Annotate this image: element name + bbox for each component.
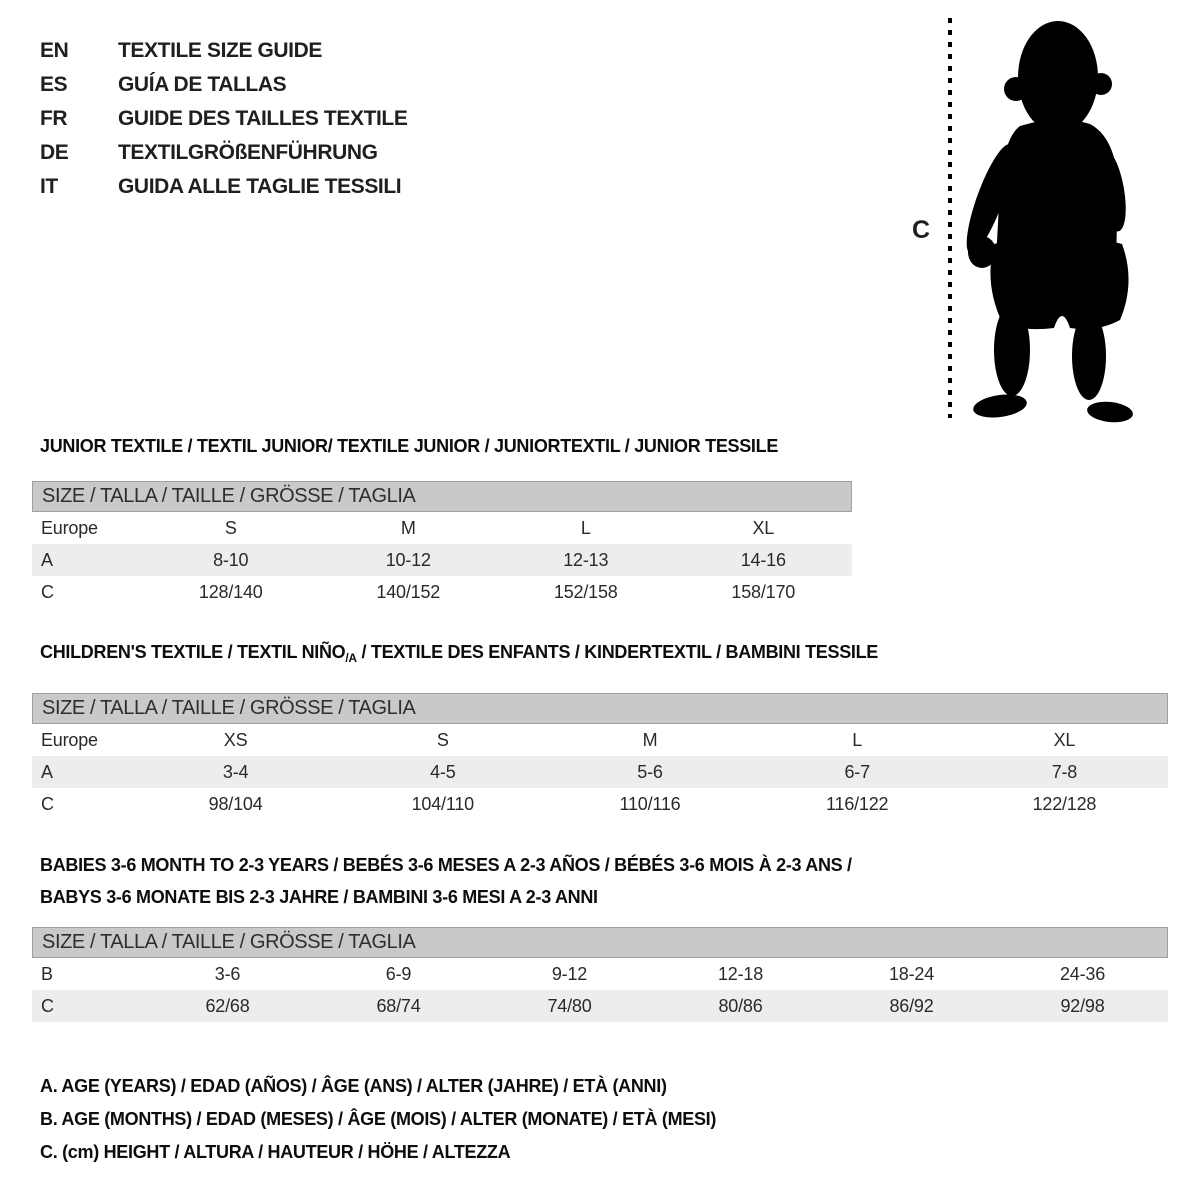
- age-cell: 6-7: [844, 761, 870, 782]
- language-row-fr: [40, 102, 407, 136]
- children-heading-subscript: /A: [345, 651, 357, 665]
- height-cell: 74/80: [547, 995, 592, 1016]
- size-cell: XL: [1053, 729, 1076, 750]
- table-row-age-years: [32, 544, 852, 576]
- guide-title-fr: GUIDE DES TAILLES TEXTILE: [118, 107, 408, 130]
- children-heading-text: CHILDREN'S TEXTILE / TEXTIL NIÑO: [40, 642, 346, 662]
- guide-title-es: GUÍA DE TALLAS: [118, 73, 287, 96]
- table-row-height-cm: [32, 576, 852, 608]
- height-measure-label: C: [912, 216, 931, 244]
- babies-section-heading: [40, 849, 852, 913]
- legend-age-months: B. AGE (MONTHS) / EDAD (MESES) / ÂGE (MOIS) / ALTER (MONATE) / ETÀ (MESI): [40, 1109, 717, 1129]
- guide-title-en: TEXTILE SIZE GUIDE: [118, 39, 322, 62]
- height-cell: 98/104: [208, 793, 263, 814]
- height-cell: 152/158: [553, 581, 618, 602]
- size-cell: L: [580, 517, 591, 538]
- row-label: Europe: [41, 517, 98, 538]
- height-cell: 86/92: [889, 995, 934, 1016]
- row-label: A: [41, 549, 53, 570]
- size-cell: S: [224, 517, 237, 538]
- table-row-height-cm: [32, 990, 1168, 1022]
- height-cell: 110/116: [619, 793, 681, 814]
- size-header-band: SIZE / TALLA / TAILLE / GRÖSSE / TAGLIA: [32, 481, 852, 512]
- table-row-age-years: [32, 756, 1168, 788]
- size-header-band: SIZE / TALLA / TAILLE / GRÖSSE / TAGLIA: [32, 927, 1168, 958]
- language-row-it: [40, 170, 407, 204]
- babies-size-table: [32, 927, 1168, 1022]
- height-cell: 68/74: [376, 995, 421, 1016]
- row-label: Europe: [41, 729, 98, 750]
- age-cell: 9-12: [551, 963, 588, 984]
- table-row-age-months: [32, 958, 1168, 990]
- age-cell: 7-8: [1051, 761, 1078, 782]
- toddler-silhouette-icon: [958, 14, 1150, 426]
- size-cell: S: [436, 729, 449, 750]
- age-cell: 18-24: [888, 963, 935, 984]
- junior-section-heading: JUNIOR TEXTILE / TEXTIL JUNIOR/ TEXTILE JUNIOR / JUNIORTEXTIL / JUNIOR TESSILE: [40, 436, 779, 456]
- babies-heading-line-1: BABIES 3-6 MONTH TO 2-3 YEARS / BEBÉS 3-6 MESES A 2-3 AÑOS / BÉBÉS 3-6 MOIS À 2-3 ANS /: [40, 855, 852, 875]
- size-header-band: SIZE / TALLA / TAILLE / GRÖSSE / TAGLIA: [32, 693, 1168, 724]
- height-measure-dashed-line: [946, 16, 954, 420]
- babies-heading-line-2: BABYS 3-6 MONATE BIS 2-3 JAHRE / BAMBINI 3-6 MESI A 2-3 ANNI: [40, 887, 598, 907]
- row-label: C: [41, 793, 54, 814]
- size-cell: L: [852, 729, 863, 750]
- size-cell: M: [642, 729, 658, 750]
- table-row-height-cm: [32, 788, 1168, 820]
- height-cell: 104/110: [411, 793, 474, 814]
- language-code: FR: [40, 107, 68, 130]
- age-cell: 24-36: [1059, 963, 1106, 984]
- guide-title-it: GUIDA ALLE TAGLIE TESSILI: [118, 175, 402, 198]
- children-section-heading: [40, 642, 878, 665]
- age-cell: 4-5: [430, 761, 456, 782]
- legend-height-cm: C. (cm) HEIGHT / ALTURA / HAUTEUR / HÖHE / ALTEZZA: [40, 1142, 511, 1162]
- children-heading-text: / TEXTILE DES ENFANTS / KINDERTEXTIL / BAMBINI TESSILE: [356, 642, 878, 662]
- language-code: DE: [40, 141, 69, 164]
- row-label: C: [41, 581, 54, 602]
- language-code: ES: [40, 73, 68, 96]
- row-label: B: [41, 963, 53, 984]
- guide-title-de: TEXTILGRÖßENFÜHRUNG: [118, 141, 378, 164]
- children-size-table: [32, 693, 1168, 820]
- age-cell: 8-10: [213, 549, 249, 570]
- height-cell: 116/122: [826, 793, 889, 814]
- language-code: EN: [40, 39, 69, 62]
- language-title-list: [40, 34, 407, 204]
- age-cell: 6-9: [385, 963, 412, 984]
- age-cell: 3-6: [214, 963, 241, 984]
- age-cell: 3-4: [222, 761, 249, 782]
- age-cell: 14-16: [740, 549, 786, 570]
- height-cell: 80/86: [718, 995, 763, 1016]
- size-cell: XS: [223, 729, 248, 750]
- size-cell: M: [400, 517, 416, 538]
- size-cell: XL: [752, 517, 775, 538]
- age-cell: 10-12: [385, 549, 431, 570]
- age-cell: 5-6: [637, 761, 663, 782]
- age-cell: 12-13: [563, 549, 609, 570]
- height-cell: 92/98: [1060, 995, 1105, 1016]
- row-label: A: [41, 761, 53, 782]
- table-row-europe: [32, 512, 852, 544]
- language-row-en: [40, 34, 407, 68]
- language-row-de: [40, 136, 407, 170]
- junior-size-table: [32, 481, 852, 608]
- row-label: C: [41, 995, 54, 1016]
- legend-age-years: A. AGE (YEARS) / EDAD (AÑOS) / ÂGE (ANS) / ALTER (JAHRE) / ETÀ (ANNI): [40, 1076, 667, 1096]
- measurement-legend: [40, 1070, 716, 1169]
- height-cell: 140/152: [376, 581, 441, 602]
- height-cell: 122/128: [1032, 793, 1097, 814]
- height-cell: 158/170: [731, 581, 796, 602]
- height-cell: 128/140: [198, 581, 263, 602]
- language-row-es: [40, 68, 407, 102]
- height-cell: 62/68: [205, 995, 250, 1016]
- language-code: IT: [40, 175, 58, 198]
- table-row-europe: [32, 724, 1168, 756]
- age-cell: 12-18: [717, 963, 764, 984]
